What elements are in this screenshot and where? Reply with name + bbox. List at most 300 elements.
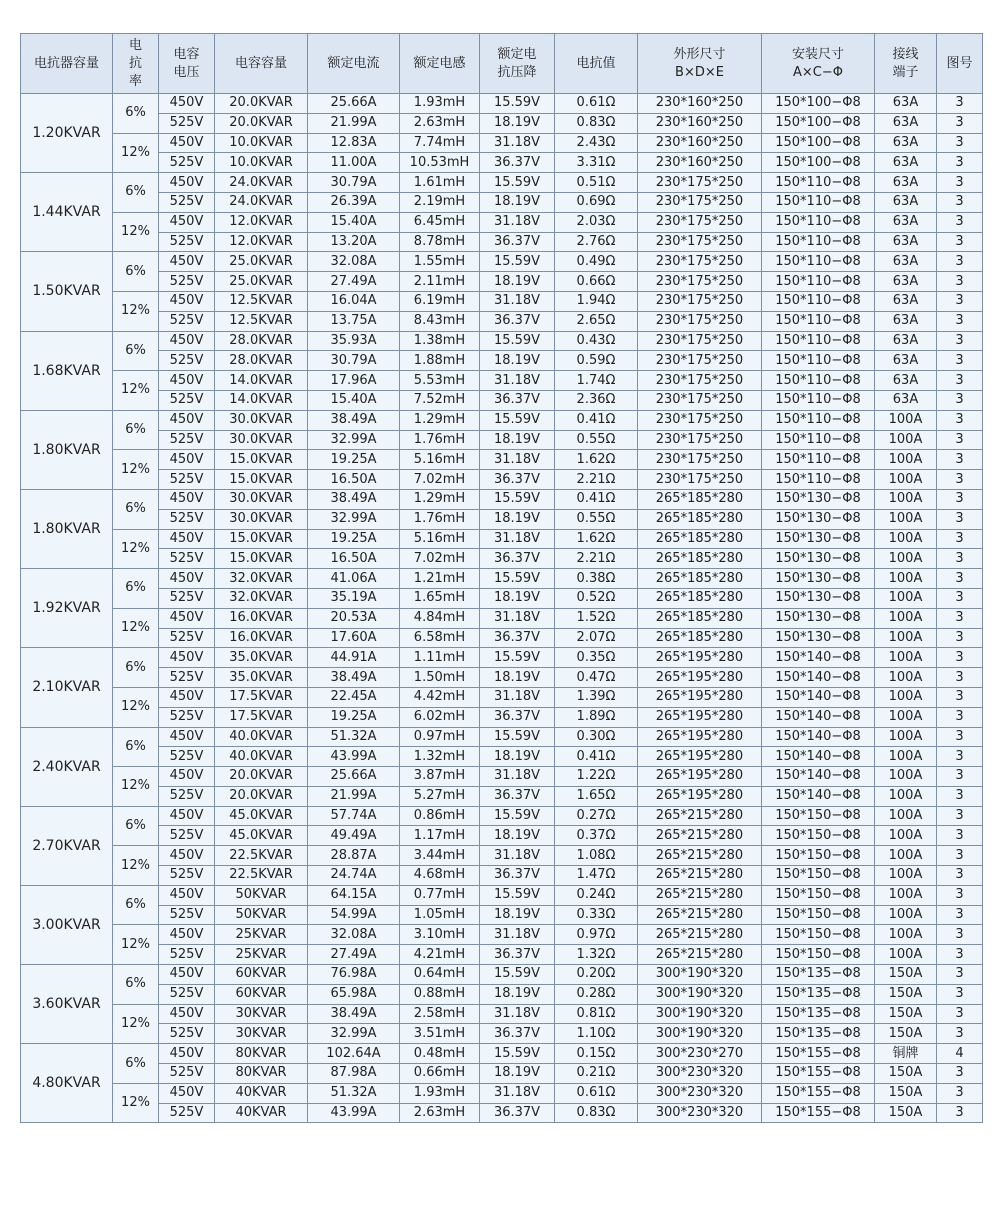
cell-drawing-no: 3 [937, 153, 983, 173]
table-row [21, 272, 983, 292]
cell-capacitor-capacity: 40.0KVAR [215, 727, 308, 747]
cell-terminal: 100A [875, 410, 937, 430]
cell-reactance-value: 2.43Ω [555, 133, 638, 153]
cell-rated-inductance: 4.42mH [400, 687, 480, 707]
cell-capacitor-voltage: 525V [159, 232, 215, 252]
cell-rated-voltage-drop: 36.37V [480, 232, 555, 252]
cell-drawing-no: 3 [937, 1004, 983, 1024]
cell-drawing-no: 3 [937, 489, 983, 509]
header-reactance-rate [113, 34, 159, 94]
cell-rated-voltage-drop: 31.18V [480, 212, 555, 232]
cell-reactance-value: 0.81Ω [555, 1004, 638, 1024]
cell-rated-inductance: 1.76mH [400, 509, 480, 529]
cell-install-size: 150*110−Φ8 [762, 470, 875, 490]
cell-terminal: 100A [875, 826, 937, 846]
cell-outline-size: 265*185*280 [638, 549, 762, 569]
cell-drawing-no: 3 [937, 133, 983, 153]
cell-capacitor-capacity: 30.0KVAR [215, 430, 308, 450]
cell-install-size: 150*150−Φ8 [762, 945, 875, 965]
table-row [21, 1004, 983, 1024]
cell-terminal: 100A [875, 687, 937, 707]
cell-outline-size: 300*190*320 [638, 1004, 762, 1024]
table-row [21, 687, 983, 707]
cell-capacitor-capacity: 32.0KVAR [215, 588, 308, 608]
cell-rated-inductance: 1.29mH [400, 410, 480, 430]
cell-drawing-no: 3 [937, 1083, 983, 1103]
cell-rated-voltage-drop: 18.19V [480, 113, 555, 133]
cell-reactance-value: 1.47Ω [555, 866, 638, 886]
cell-rated-voltage-drop: 15.59V [480, 885, 555, 905]
table-row [21, 767, 983, 787]
cell-rated-current: 17.60A [308, 628, 400, 648]
cell-install-size: 150*110−Φ8 [762, 252, 875, 272]
cell-outline-size: 230*175*250 [638, 390, 762, 410]
cell-outline-size: 265*195*280 [638, 668, 762, 688]
cell-outline-size: 300*230*320 [638, 1083, 762, 1103]
cell-install-size: 150*110−Φ8 [762, 430, 875, 450]
cell-capacitor-capacity: 17.5KVAR [215, 687, 308, 707]
cell-rated-inductance: 6.19mH [400, 291, 480, 311]
cell-reactance-value: 0.20Ω [555, 965, 638, 985]
cell-rated-current: 87.98A [308, 1064, 400, 1084]
cell-terminal: 100A [875, 885, 937, 905]
cell-install-size: 150*150−Φ8 [762, 925, 875, 945]
cell-reactance-value: 1.39Ω [555, 687, 638, 707]
table-row [21, 192, 983, 212]
cell-reactance-value: 1.74Ω [555, 371, 638, 391]
cell-terminal: 100A [875, 588, 937, 608]
cell-rated-voltage-drop: 18.19V [480, 826, 555, 846]
cell-install-size: 150*100−Φ8 [762, 153, 875, 173]
cell-capacitor-capacity: 10.0KVAR [215, 133, 308, 153]
header-text: 率 [128, 73, 142, 89]
cell-terminal: 63A [875, 252, 937, 272]
cell-rated-inductance: 3.87mH [400, 767, 480, 787]
cell-rated-inductance: 1.61mH [400, 173, 480, 193]
cell-reactance-value: 0.41Ω [555, 410, 638, 430]
cell-reactance-value: 1.52Ω [555, 608, 638, 628]
cell-outline-size: 230*175*250 [638, 351, 762, 371]
cell-outline-size: 265*215*280 [638, 885, 762, 905]
cell-rated-voltage-drop: 15.59V [480, 173, 555, 193]
cell-reactance-value: 0.97Ω [555, 925, 638, 945]
cell-rated-current: 35.93A [308, 331, 400, 351]
cell-drawing-no: 3 [937, 608, 983, 628]
cell-install-size: 150*140−Φ8 [762, 648, 875, 668]
cell-drawing-no: 3 [937, 173, 983, 193]
cell-terminal: 100A [875, 846, 937, 866]
cell-terminal: 63A [875, 311, 937, 331]
cell-capacitor-capacity: 14.0KVAR [215, 371, 308, 391]
cell-install-size: 150*140−Φ8 [762, 668, 875, 688]
cell-rated-current: 13.20A [308, 232, 400, 252]
cell-terminal: 63A [875, 133, 937, 153]
cell-capacitor-voltage: 450V [159, 885, 215, 905]
table-row [21, 509, 983, 529]
cell-outline-size: 230*160*250 [638, 113, 762, 133]
header-terminal [875, 34, 937, 94]
cell-reactance-rate: 12% [113, 371, 159, 411]
cell-reactance-rate: 6% [113, 885, 159, 925]
cell-drawing-no: 3 [937, 1024, 983, 1044]
cell-install-size: 150*110−Φ8 [762, 390, 875, 410]
cell-capacitor-capacity: 25.0KVAR [215, 252, 308, 272]
table-row [21, 628, 983, 648]
cell-drawing-no: 3 [937, 390, 983, 410]
cell-outline-size: 230*175*250 [638, 212, 762, 232]
table-row [21, 1064, 983, 1084]
cell-outline-size: 230*175*250 [638, 192, 762, 212]
table-row [21, 450, 983, 470]
cell-capacitor-capacity: 24.0KVAR [215, 173, 308, 193]
cell-capacitor-capacity: 60KVAR [215, 984, 308, 1004]
cell-capacitor-voltage: 525V [159, 153, 215, 173]
cell-rated-current: 15.40A [308, 390, 400, 410]
cell-terminal: 63A [875, 291, 937, 311]
cell-capacitor-voltage: 525V [159, 747, 215, 767]
cell-rated-voltage-drop: 36.37V [480, 945, 555, 965]
cell-reactance-value: 1.10Ω [555, 1024, 638, 1044]
cell-capacitor-capacity: 28.0KVAR [215, 331, 308, 351]
cell-outline-size: 300*190*320 [638, 1024, 762, 1044]
cell-rated-inductance: 0.48mH [400, 1044, 480, 1064]
cell-rated-voltage-drop: 36.37V [480, 549, 555, 569]
cell-install-size: 150*140−Φ8 [762, 786, 875, 806]
cell-capacitor-voltage: 450V [159, 94, 215, 114]
cell-reactance-value: 0.24Ω [555, 885, 638, 905]
cell-terminal: 63A [875, 173, 937, 193]
cell-rated-inductance: 8.78mH [400, 232, 480, 252]
cell-rated-inductance: 5.16mH [400, 450, 480, 470]
table-row [21, 1024, 983, 1044]
cell-reactance-value: 0.47Ω [555, 668, 638, 688]
cell-reactance-rate: 6% [113, 252, 159, 292]
cell-capacitor-voltage: 525V [159, 470, 215, 490]
cell-install-size: 150*130−Φ8 [762, 608, 875, 628]
cell-rated-inductance: 1.93mH [400, 1083, 480, 1103]
cell-install-size: 150*130−Φ8 [762, 569, 875, 589]
cell-rated-current: 19.25A [308, 707, 400, 727]
cell-rated-voltage-drop: 18.19V [480, 984, 555, 1004]
cell-rated-inductance: 2.63mH [400, 1103, 480, 1123]
cell-install-size: 150*130−Φ8 [762, 529, 875, 549]
cell-install-size: 150*155−Φ8 [762, 1083, 875, 1103]
cell-capacitor-voltage: 450V [159, 846, 215, 866]
cell-drawing-no: 3 [937, 588, 983, 608]
header-capacitor-voltage [159, 34, 215, 94]
table-body [21, 94, 983, 1123]
cell-rated-inductance: 5.27mH [400, 786, 480, 806]
cell-install-size: 150*130−Φ8 [762, 628, 875, 648]
cell-reactance-rate: 6% [113, 806, 159, 846]
table-row [21, 291, 983, 311]
cell-reactance-rate: 6% [113, 727, 159, 767]
header-text: 安装尺寸 [791, 46, 844, 62]
cell-reactance-value: 0.43Ω [555, 331, 638, 351]
cell-terminal: 100A [875, 569, 937, 589]
cell-reactance-rate: 6% [113, 1044, 159, 1084]
cell-reactance-value: 1.22Ω [555, 767, 638, 787]
cell-capacitor-capacity: 14.0KVAR [215, 390, 308, 410]
cell-terminal: 100A [875, 509, 937, 529]
cell-install-size: 150*100−Φ8 [762, 94, 875, 114]
cell-reactance-rate: 6% [113, 569, 159, 609]
cell-install-size: 150*140−Φ8 [762, 727, 875, 747]
cell-capacitor-capacity: 16.0KVAR [215, 608, 308, 628]
cell-reactance-value: 0.41Ω [555, 747, 638, 767]
cell-terminal: 150A [875, 965, 937, 985]
cell-capacitor-capacity: 28.0KVAR [215, 351, 308, 371]
cell-capacitor-capacity: 30KVAR [215, 1024, 308, 1044]
table-row [21, 984, 983, 1004]
cell-capacitor-voltage: 525V [159, 945, 215, 965]
cell-rated-voltage-drop: 15.59V [480, 410, 555, 430]
header-text: 额定电感 [413, 55, 466, 71]
cell-rated-inductance: 5.16mH [400, 529, 480, 549]
table-row [21, 173, 983, 193]
cell-reactor-capacity: 1.44KVAR [21, 173, 113, 252]
cell-install-size: 150*130−Φ8 [762, 588, 875, 608]
cell-rated-inductance: 5.53mH [400, 371, 480, 391]
cell-terminal: 100A [875, 628, 937, 648]
cell-rated-inductance: 2.19mH [400, 192, 480, 212]
cell-outline-size: 230*175*250 [638, 371, 762, 391]
cell-rated-inductance: 1.93mH [400, 94, 480, 114]
table-row [21, 965, 983, 985]
cell-capacitor-voltage: 450V [159, 331, 215, 351]
cell-rated-inductance: 1.29mH [400, 489, 480, 509]
cell-rated-inductance: 0.66mH [400, 1064, 480, 1084]
cell-reactance-value: 0.55Ω [555, 509, 638, 529]
cell-capacitor-capacity: 12.5KVAR [215, 311, 308, 331]
table-row [21, 212, 983, 232]
cell-rated-voltage-drop: 36.37V [480, 628, 555, 648]
cell-rated-current: 16.50A [308, 549, 400, 569]
header-text: 外形尺寸 [673, 46, 726, 62]
cell-reactance-rate: 12% [113, 1004, 159, 1044]
cell-drawing-no: 3 [937, 885, 983, 905]
cell-install-size: 150*110−Φ8 [762, 192, 875, 212]
cell-drawing-no: 3 [937, 311, 983, 331]
cell-capacitor-voltage: 525V [159, 984, 215, 1004]
cell-capacitor-capacity: 30.0KVAR [215, 410, 308, 430]
cell-capacitor-capacity: 20.0KVAR [215, 767, 308, 787]
cell-install-size: 150*100−Φ8 [762, 133, 875, 153]
cell-capacitor-capacity: 24.0KVAR [215, 192, 308, 212]
header-text: 额定电流 [327, 55, 380, 71]
cell-rated-voltage-drop: 18.19V [480, 509, 555, 529]
cell-install-size: 150*150−Φ8 [762, 905, 875, 925]
cell-reactance-value: 0.38Ω [555, 569, 638, 589]
cell-terminal: 100A [875, 767, 937, 787]
cell-rated-current: 41.06A [308, 569, 400, 589]
cell-capacitor-voltage: 450V [159, 806, 215, 826]
cell-rated-current: 24.74A [308, 866, 400, 886]
cell-rated-current: 12.83A [308, 133, 400, 153]
cell-capacitor-voltage: 450V [159, 489, 215, 509]
cell-reactance-value: 1.62Ω [555, 450, 638, 470]
cell-outline-size: 265*185*280 [638, 529, 762, 549]
cell-rated-current: 13.75A [308, 311, 400, 331]
cell-terminal: 150A [875, 1083, 937, 1103]
cell-capacitor-voltage: 525V [159, 549, 215, 569]
cell-rated-current: 11.00A [308, 153, 400, 173]
cell-reactance-value: 2.76Ω [555, 232, 638, 252]
cell-rated-inductance: 0.97mH [400, 727, 480, 747]
cell-capacitor-voltage: 525V [159, 192, 215, 212]
cell-install-size: 150*150−Φ8 [762, 826, 875, 846]
header-text: 电 [128, 37, 142, 53]
cell-drawing-no: 3 [937, 648, 983, 668]
cell-rated-current: 15.40A [308, 212, 400, 232]
cell-install-size: 150*130−Φ8 [762, 489, 875, 509]
cell-capacitor-voltage: 450V [159, 767, 215, 787]
cell-drawing-no: 3 [937, 945, 983, 965]
cell-install-size: 150*135−Φ8 [762, 1004, 875, 1024]
cell-reactor-capacity: 1.80KVAR [21, 410, 113, 489]
cell-rated-current: 30.79A [308, 351, 400, 371]
cell-drawing-no: 3 [937, 905, 983, 925]
cell-capacitor-voltage: 525V [159, 866, 215, 886]
header-text: 电抗器容量 [33, 55, 99, 71]
cell-outline-size: 230*175*250 [638, 252, 762, 272]
cell-outline-size: 265*195*280 [638, 707, 762, 727]
cell-capacitor-voltage: 525V [159, 351, 215, 371]
cell-outline-size: 300*230*270 [638, 1044, 762, 1064]
cell-reactance-value: 0.21Ω [555, 1064, 638, 1084]
table-row [21, 113, 983, 133]
cell-capacitor-voltage: 525V [159, 588, 215, 608]
cell-capacitor-voltage: 450V [159, 450, 215, 470]
cell-capacitor-voltage: 450V [159, 252, 215, 272]
cell-outline-size: 265*215*280 [638, 826, 762, 846]
header-install-size [762, 34, 875, 94]
cell-reactance-rate: 6% [113, 489, 159, 529]
cell-capacitor-capacity: 15.0KVAR [215, 450, 308, 470]
cell-terminal: 100A [875, 608, 937, 628]
table-row [21, 866, 983, 886]
cell-reactance-value: 0.55Ω [555, 430, 638, 450]
cell-drawing-no: 3 [937, 786, 983, 806]
cell-outline-size: 300*190*320 [638, 965, 762, 985]
cell-outline-size: 265*195*280 [638, 767, 762, 787]
cell-rated-voltage-drop: 15.59V [480, 965, 555, 985]
cell-capacitor-capacity: 22.5KVAR [215, 866, 308, 886]
cell-rated-voltage-drop: 31.18V [480, 371, 555, 391]
cell-reactor-capacity: 4.80KVAR [21, 1044, 113, 1123]
header-text: 接线 [892, 46, 919, 62]
cell-outline-size: 265*185*280 [638, 628, 762, 648]
cell-outline-size: 230*175*250 [638, 410, 762, 430]
cell-terminal: 100A [875, 905, 937, 925]
cell-drawing-no: 3 [937, 94, 983, 114]
cell-terminal: 63A [875, 331, 937, 351]
cell-drawing-no: 3 [937, 351, 983, 371]
cell-rated-current: 16.04A [308, 291, 400, 311]
table-row [21, 1103, 983, 1123]
cell-drawing-no: 3 [937, 866, 983, 886]
cell-outline-size: 265*195*280 [638, 648, 762, 668]
cell-rated-inductance: 4.84mH [400, 608, 480, 628]
table-row [21, 489, 983, 509]
cell-outline-size: 265*195*280 [638, 727, 762, 747]
cell-outline-size: 265*215*280 [638, 806, 762, 826]
cell-reactance-value: 2.65Ω [555, 311, 638, 331]
cell-rated-voltage-drop: 36.37V [480, 1103, 555, 1123]
table-row [21, 470, 983, 490]
cell-capacitor-capacity: 40.0KVAR [215, 747, 308, 767]
cell-reactance-value: 2.07Ω [555, 628, 638, 648]
table-row [21, 311, 983, 331]
cell-capacitor-capacity: 32.0KVAR [215, 569, 308, 589]
cell-rated-voltage-drop: 15.59V [480, 489, 555, 509]
cell-capacitor-voltage: 525V [159, 430, 215, 450]
cell-rated-voltage-drop: 18.19V [480, 351, 555, 371]
cell-reactor-capacity: 1.20KVAR [21, 94, 113, 173]
cell-outline-size: 230*175*250 [638, 232, 762, 252]
cell-capacitor-capacity: 20.0KVAR [215, 113, 308, 133]
cell-capacitor-voltage: 450V [159, 529, 215, 549]
cell-capacitor-voltage: 450V [159, 1044, 215, 1064]
cell-reactance-value: 0.61Ω [555, 1083, 638, 1103]
header-reactor-capacity [21, 34, 113, 94]
cell-rated-current: 20.53A [308, 608, 400, 628]
cell-rated-voltage-drop: 31.18V [480, 1004, 555, 1024]
cell-rated-voltage-drop: 36.37V [480, 707, 555, 727]
cell-rated-voltage-drop: 31.18V [480, 450, 555, 470]
cell-rated-voltage-drop: 36.37V [480, 1024, 555, 1044]
cell-capacitor-capacity: 80KVAR [215, 1044, 308, 1064]
cell-terminal: 63A [875, 232, 937, 252]
cell-outline-size: 265*195*280 [638, 747, 762, 767]
cell-capacitor-voltage: 525V [159, 1064, 215, 1084]
cell-outline-size: 230*175*250 [638, 450, 762, 470]
cell-reactance-value: 2.03Ω [555, 212, 638, 232]
cell-outline-size: 265*215*280 [638, 866, 762, 886]
cell-install-size: 150*110−Φ8 [762, 212, 875, 232]
cell-capacitor-voltage: 525V [159, 390, 215, 410]
cell-rated-inductance: 4.68mH [400, 866, 480, 886]
cell-reactance-value: 0.59Ω [555, 351, 638, 371]
cell-rated-inductance: 0.86mH [400, 806, 480, 826]
cell-rated-current: 57.74A [308, 806, 400, 826]
cell-rated-current: 21.99A [308, 113, 400, 133]
cell-reactance-value: 0.83Ω [555, 113, 638, 133]
cell-capacitor-capacity: 25.0KVAR [215, 272, 308, 292]
cell-terminal: 63A [875, 113, 937, 133]
cell-reactance-value: 2.36Ω [555, 390, 638, 410]
cell-drawing-no: 3 [937, 232, 983, 252]
cell-rated-voltage-drop: 36.37V [480, 786, 555, 806]
cell-reactance-value: 1.94Ω [555, 291, 638, 311]
cell-outline-size: 265*215*280 [638, 905, 762, 925]
cell-rated-voltage-drop: 18.19V [480, 668, 555, 688]
cell-rated-voltage-drop: 31.18V [480, 133, 555, 153]
cell-capacitor-capacity: 30KVAR [215, 1004, 308, 1024]
cell-reactance-value: 0.69Ω [555, 192, 638, 212]
table-row [21, 1083, 983, 1103]
table-row [21, 331, 983, 351]
cell-capacitor-voltage: 525V [159, 1103, 215, 1123]
header-outline-size [638, 34, 762, 94]
cell-rated-inductance: 6.45mH [400, 212, 480, 232]
cell-rated-current: 21.99A [308, 786, 400, 806]
cell-capacitor-voltage: 450V [159, 569, 215, 589]
cell-rated-current: 38.49A [308, 668, 400, 688]
cell-outline-size: 265*215*280 [638, 945, 762, 965]
cell-capacitor-voltage: 525V [159, 509, 215, 529]
cell-reactance-rate: 12% [113, 925, 159, 965]
